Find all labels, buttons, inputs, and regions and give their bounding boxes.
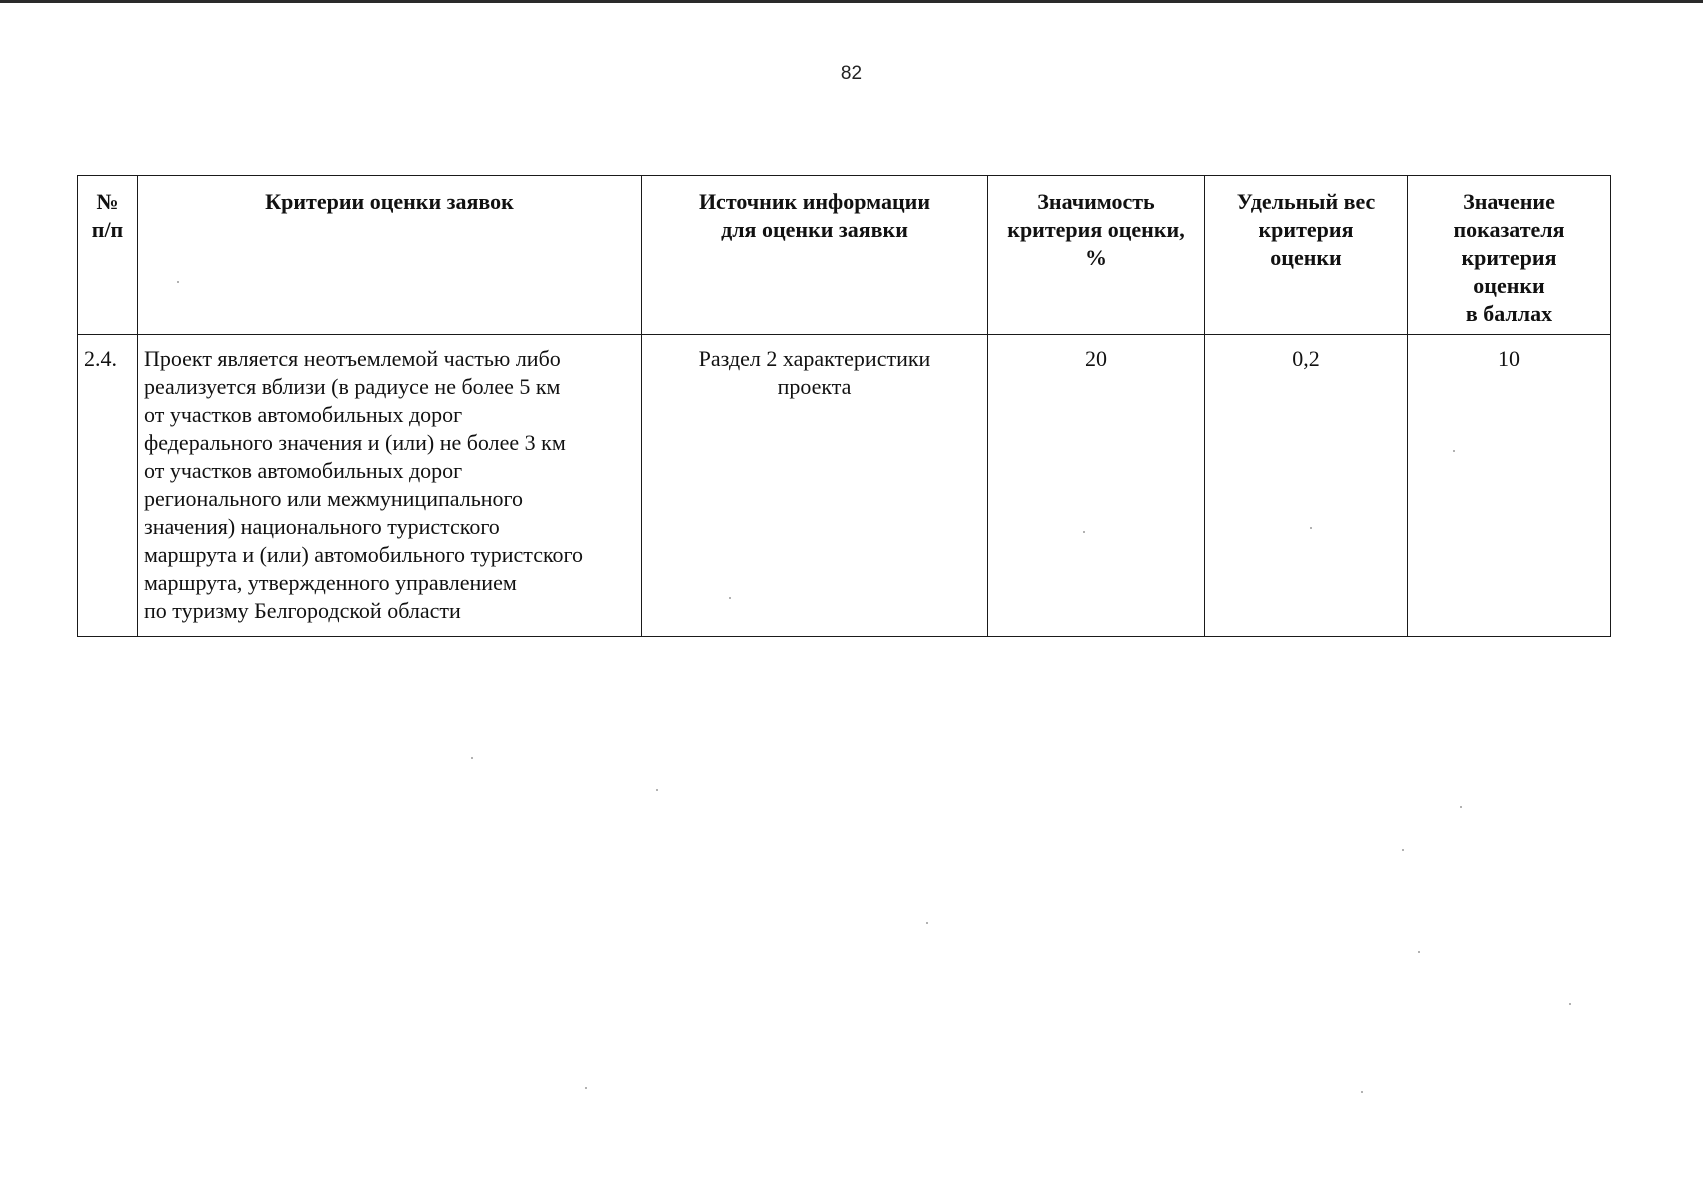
header-weight: Удельный вес критерия оценки: [1205, 176, 1408, 335]
scan-speck: [1083, 531, 1085, 533]
header-criteria: Критерии оценки заявок: [138, 176, 642, 335]
header-score: Значение показателя критерия оценки в баллах: [1408, 176, 1611, 335]
scan-speck: [1453, 450, 1455, 452]
cell-source: Раздел 2 характеристики проекта: [642, 335, 988, 637]
criteria-table: [77, 175, 1611, 637]
page-number: 82: [840, 63, 863, 84]
scan-speck: [585, 1087, 587, 1089]
scan-speck: [471, 757, 473, 759]
cell-weight: 0,2: [1205, 335, 1408, 637]
cell-score: 10: [1408, 335, 1611, 637]
scan-speck: [1460, 806, 1462, 808]
scan-speck: [926, 922, 928, 924]
header-significance: Значимость критерия оценки, %: [988, 176, 1205, 335]
scan-speck: [1402, 849, 1404, 851]
table-header-row: [78, 176, 1611, 335]
table-row: [78, 335, 1611, 637]
scan-speck: [1361, 1091, 1363, 1093]
scan-speck: [1310, 527, 1312, 529]
cell-number: 2.4.: [78, 335, 138, 637]
scan-top-edge: [0, 0, 1703, 3]
scan-speck: [1569, 1003, 1571, 1005]
header-number: № п/п: [78, 176, 138, 335]
cell-criterion: Проект является неотъемлемой частью либо реализуется вблизи (в радиусе не более 5 км от участков автомобильных дорог федерального значения и (или) не более 3 км от участков автомобильных дорог регионального или межмуниципального значения) национального туристского маршрута и (или) автомобильного туристского маршрута, утвержденного управлением по туризму Белгородской области: [138, 335, 642, 637]
scan-speck: [729, 597, 731, 599]
cell-significance: 20: [988, 335, 1205, 637]
scan-speck: [1418, 951, 1420, 953]
scan-speck: [177, 281, 179, 283]
header-source: Источник информации для оценки заявки: [642, 176, 988, 335]
scan-speck: [656, 789, 658, 791]
